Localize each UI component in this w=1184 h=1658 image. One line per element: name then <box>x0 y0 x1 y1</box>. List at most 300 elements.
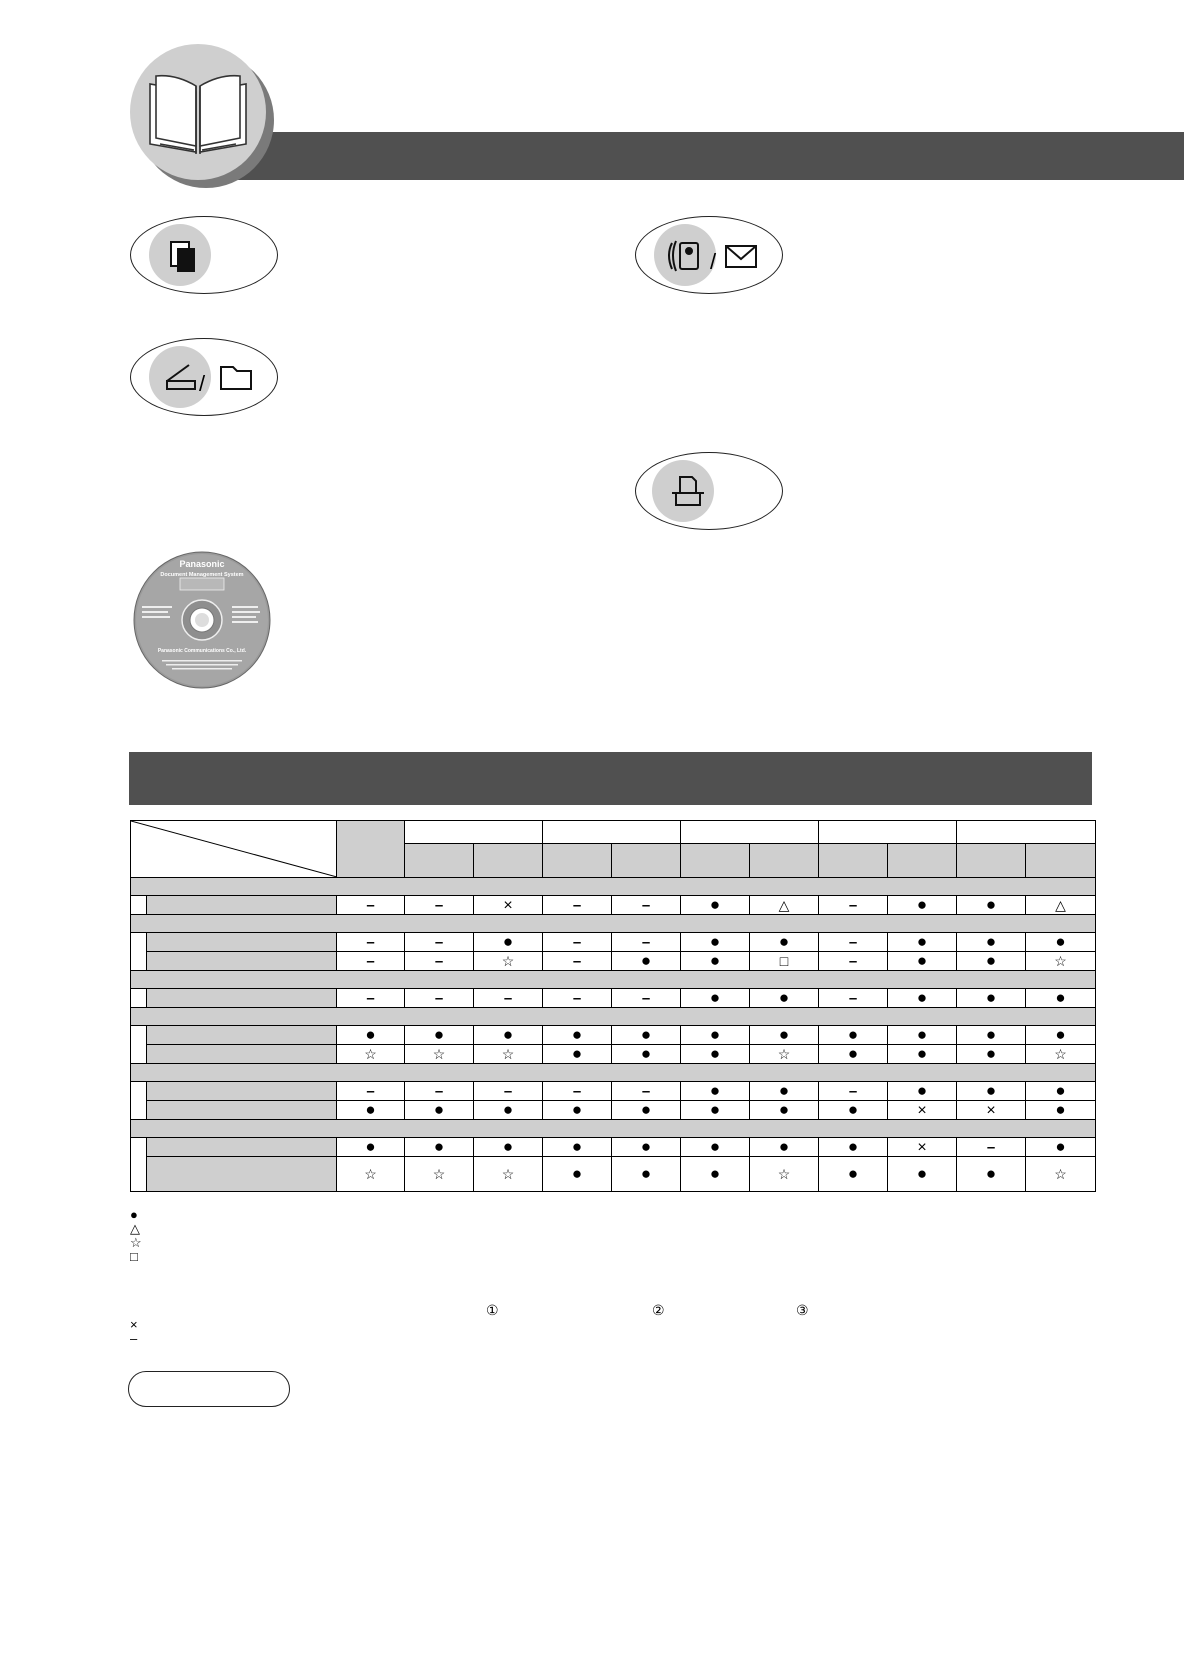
matrix-cell <box>957 933 1026 952</box>
cell-symbol: ● <box>433 1025 445 1044</box>
cell-symbol: – <box>641 933 651 951</box>
cell-symbol: ● <box>709 1044 721 1063</box>
matrix-cell <box>819 1026 888 1045</box>
matrix-cell <box>337 952 405 971</box>
cell-symbol: ● <box>985 895 997 914</box>
matrix-cell <box>681 952 750 971</box>
matrix-header-group <box>543 821 681 844</box>
legend-bullet: ● <box>130 1207 138 1222</box>
cell-symbol: – <box>848 1082 858 1100</box>
cell-symbol: ● <box>1055 932 1066 951</box>
matrix-cell <box>612 1082 681 1101</box>
matrix-row-marker <box>131 989 147 1008</box>
matrix-cell <box>612 1138 681 1157</box>
cell-symbol: ● <box>571 1044 583 1063</box>
cell-symbol: ● <box>1055 1025 1066 1044</box>
matrix-cell <box>474 989 543 1008</box>
mail-icon <box>726 246 756 267</box>
matrix-cell <box>612 952 681 971</box>
matrix-cell <box>1026 1045 1096 1064</box>
cell-symbol: ● <box>847 1164 859 1183</box>
cell-symbol: ● <box>709 951 721 970</box>
matrix-row <box>131 952 1096 971</box>
matrix-header-cell <box>337 821 405 878</box>
cell-symbol: – <box>434 933 444 951</box>
cell-symbol: – <box>572 933 582 951</box>
matrix-header-group <box>957 821 1096 844</box>
section-header-bar <box>129 752 1092 805</box>
matrix-cell <box>474 1157 543 1192</box>
cell-symbol: ☆ <box>364 1165 377 1182</box>
cell-symbol: ● <box>709 932 721 951</box>
cell-symbol: – <box>503 989 513 1007</box>
matrix-cell <box>474 933 543 952</box>
matrix-cell <box>543 1082 612 1101</box>
legend-cross: × <box>130 1317 138 1332</box>
matrix-cell <box>474 1082 543 1101</box>
cd-title: Document Management System <box>160 572 244 578</box>
matrix-cell <box>957 1101 1026 1120</box>
cell-symbol: – <box>366 952 375 970</box>
cell-symbol: ● <box>365 1137 376 1156</box>
matrix-cell <box>543 896 612 915</box>
matrix-cell <box>1026 1157 1096 1192</box>
matrix-cell <box>1026 933 1096 952</box>
cell-symbol: ● <box>709 895 721 914</box>
scanner-icon <box>167 365 195 389</box>
cell-symbol: △ <box>778 896 790 913</box>
cell-symbol: ● <box>778 932 790 951</box>
cell-symbol: ● <box>365 1100 376 1119</box>
cell-symbol: ● <box>502 1025 514 1044</box>
matrix-cell <box>888 952 957 971</box>
matrix-cell <box>957 1026 1026 1045</box>
matrix-cell <box>888 1082 957 1101</box>
note-marker-1: ① <box>486 1302 499 1318</box>
matrix-cell <box>957 1045 1026 1064</box>
cell-symbol: ☆ <box>777 1045 791 1062</box>
cell-symbol: ☆ <box>1054 952 1067 969</box>
cell-symbol: ● <box>778 1137 790 1156</box>
cell-symbol: ● <box>502 1137 514 1156</box>
matrix-group-header <box>131 1120 1096 1138</box>
matrix-cell <box>957 1082 1026 1101</box>
cell-symbol: ● <box>985 1044 997 1063</box>
matrix-cell <box>405 1138 474 1157</box>
matrix-cell <box>750 1026 819 1045</box>
cell-symbol: ● <box>916 1025 928 1044</box>
matrix-cell <box>337 1157 405 1192</box>
matrix-group-header <box>131 971 1096 989</box>
cell-symbol: ☆ <box>432 1165 446 1182</box>
cell-symbol: ● <box>1055 1137 1066 1156</box>
cell-symbol: ● <box>1055 1100 1066 1119</box>
matrix-cell <box>750 1138 819 1157</box>
cell-symbol: ● <box>1055 1081 1066 1100</box>
matrix-cell <box>543 1026 612 1045</box>
matrix-header-group <box>405 821 543 844</box>
cell-symbol: ● <box>571 1137 583 1156</box>
matrix-cell <box>543 933 612 952</box>
matrix-row <box>131 933 1096 952</box>
matrix-cell <box>405 989 474 1008</box>
matrix-cell <box>405 1082 474 1101</box>
matrix-cell <box>612 896 681 915</box>
matrix-group-row <box>131 1120 1096 1138</box>
cell-symbol: ● <box>916 951 928 970</box>
matrix-row-label <box>147 933 337 952</box>
cell-symbol: ● <box>985 1081 997 1100</box>
matrix-cell <box>612 1101 681 1120</box>
cell-symbol: ● <box>916 895 928 914</box>
legend-dash: – <box>130 1331 138 1346</box>
cell-symbol: × <box>917 1138 927 1156</box>
matrix-cell <box>612 933 681 952</box>
cell-symbol: – <box>434 952 444 970</box>
matrix-cell <box>681 1157 750 1192</box>
cell-symbol: ● <box>1055 988 1066 1007</box>
matrix-cell <box>819 989 888 1008</box>
matrix-cell <box>681 1045 750 1064</box>
matrix-cell <box>957 1138 1026 1157</box>
matrix-subheader-cell <box>474 844 543 878</box>
cell-symbol: ☆ <box>501 1045 515 1062</box>
matrix-cell <box>543 1157 612 1192</box>
cell-symbol: – <box>848 989 858 1007</box>
matrix-cell <box>888 1026 957 1045</box>
matrix-cell <box>819 896 888 915</box>
note-marker-3: ③ <box>796 1302 809 1318</box>
matrix-cell <box>337 1026 405 1045</box>
matrix-row <box>131 1101 1096 1120</box>
matrix-cell <box>405 1101 474 1120</box>
cell-symbol: – <box>641 896 651 914</box>
cell-symbol: ● <box>847 1137 859 1156</box>
cell-symbol: ☆ <box>777 1165 791 1182</box>
matrix-row <box>131 1026 1096 1045</box>
matrix-cell <box>543 1045 612 1064</box>
matrix-cell <box>888 1101 957 1120</box>
matrix-subheader-cell <box>681 844 750 878</box>
matrix-row <box>131 1157 1096 1192</box>
matrix-cell <box>474 896 543 915</box>
matrix-cell <box>405 1045 474 1064</box>
matrix-row-label <box>147 1045 337 1064</box>
cell-symbol: – <box>434 896 444 914</box>
cell-symbol: ☆ <box>501 952 515 969</box>
cell-symbol: ☆ <box>432 1045 446 1062</box>
matrix-cell <box>612 1157 681 1192</box>
matrix-group-header <box>131 878 1096 896</box>
matrix-cell <box>819 1138 888 1157</box>
cell-symbol: ● <box>847 1025 859 1044</box>
matrix-group-header <box>131 1064 1096 1082</box>
cell-symbol: × <box>917 1101 927 1119</box>
matrix-header-group <box>819 821 957 844</box>
cell-symbol: ● <box>985 1164 997 1183</box>
matrix-cell <box>612 1026 681 1045</box>
matrix-cell <box>888 933 957 952</box>
cell-symbol: – <box>848 896 858 914</box>
cell-symbol: ☆ <box>1054 1165 1067 1182</box>
cell-symbol: – <box>848 933 858 951</box>
open-book-icon <box>130 44 266 180</box>
matrix-subheader-cell <box>543 844 612 878</box>
matrix-row-label <box>147 989 337 1008</box>
matrix-group-row <box>131 1008 1096 1026</box>
header-icon-circle <box>130 44 266 180</box>
cell-symbol: ☆ <box>364 1045 377 1062</box>
cell-symbol: ● <box>778 1081 790 1100</box>
matrix-cell <box>750 933 819 952</box>
matrix-cell <box>681 989 750 1008</box>
cell-symbol: ● <box>847 1044 859 1063</box>
cell-symbol: ● <box>502 932 514 951</box>
cell-symbol: – <box>366 1082 375 1100</box>
cd-maker: Panasonic Communications Co., Ltd. <box>157 648 247 654</box>
cell-symbol: – <box>434 989 444 1007</box>
cell-symbol: ● <box>709 1164 721 1183</box>
separator-slash: / <box>710 249 717 274</box>
cd-rom-image <box>132 550 272 690</box>
matrix-cell <box>1026 1082 1096 1101</box>
cell-symbol: – <box>503 1082 513 1100</box>
matrix-cell <box>750 1157 819 1192</box>
cell-symbol: – <box>366 989 375 1007</box>
matrix-cell <box>337 989 405 1008</box>
cell-symbol: – <box>986 1138 996 1156</box>
copy-feature-badge <box>130 216 278 294</box>
matrix-cell <box>750 1082 819 1101</box>
cell-symbol: ● <box>709 988 721 1007</box>
matrix-cell <box>957 989 1026 1008</box>
matrix-group-row <box>131 1064 1096 1082</box>
cell-symbol: ● <box>985 1025 997 1044</box>
legend-star: ☆ <box>130 1235 142 1250</box>
matrix-cell <box>888 1157 957 1192</box>
matrix-cell <box>681 933 750 952</box>
cell-symbol: × <box>986 1101 996 1119</box>
matrix-cell <box>1026 989 1096 1008</box>
cell-symbol: ● <box>916 988 928 1007</box>
matrix-row-marker <box>131 933 147 971</box>
matrix-cell <box>543 989 612 1008</box>
matrix-cell <box>957 896 1026 915</box>
matrix-cell <box>543 1138 612 1157</box>
matrix-cell <box>1026 1101 1096 1120</box>
symbol-legend <box>130 1208 142 1264</box>
matrix-row-marker <box>131 896 147 915</box>
cell-symbol: ● <box>433 1137 445 1156</box>
cell-symbol: ● <box>502 1100 514 1119</box>
matrix-row-label <box>147 1026 337 1045</box>
matrix-cell <box>819 952 888 971</box>
matrix-subheader-cell <box>819 844 888 878</box>
matrix-group-header <box>131 915 1096 933</box>
matrix-cell <box>474 1045 543 1064</box>
cell-symbol: ● <box>640 1137 652 1156</box>
matrix-cell <box>543 1101 612 1120</box>
matrix-row-label <box>147 1082 337 1101</box>
cell-symbol: ● <box>916 1044 928 1063</box>
matrix-group-row <box>131 878 1096 896</box>
cell-symbol: – <box>572 1082 582 1100</box>
matrix-row <box>131 1082 1096 1101</box>
matrix-row-label <box>147 1138 337 1157</box>
matrix-group-row <box>131 915 1096 933</box>
matrix-cell <box>681 1138 750 1157</box>
cell-symbol: ● <box>571 1025 583 1044</box>
matrix-cell <box>612 989 681 1008</box>
cell-symbol: ● <box>985 951 997 970</box>
matrix-cell <box>819 1157 888 1192</box>
matrix-row-marker <box>131 1138 147 1192</box>
cell-symbol: ● <box>778 1100 790 1119</box>
matrix-row <box>131 896 1096 915</box>
matrix-subheader-cell <box>888 844 957 878</box>
scan-folder-feature-badge <box>130 338 278 416</box>
matrix-cell <box>405 896 474 915</box>
cell-symbol: ● <box>640 1164 652 1183</box>
cell-symbol: □ <box>779 952 789 969</box>
matrix-subheader-cell <box>750 844 819 878</box>
printer-icon <box>636 453 784 531</box>
matrix-row-label <box>147 952 337 971</box>
separator-slash: / <box>199 371 206 396</box>
matrix-group-header <box>131 1008 1096 1026</box>
matrix-subheader-cell <box>957 844 1026 878</box>
matrix-cell <box>405 1026 474 1045</box>
folder-icon <box>221 367 251 389</box>
matrix-cell <box>750 1045 819 1064</box>
copy-document-icon <box>131 217 279 295</box>
cell-symbol: × <box>503 896 513 914</box>
matrix-cell <box>888 896 957 915</box>
cell-symbol: ● <box>709 1025 721 1044</box>
matrix-subheader-cell <box>405 844 474 878</box>
cell-symbol: ● <box>640 1044 652 1063</box>
cell-symbol: ● <box>709 1100 721 1119</box>
cell-symbol: – <box>366 933 375 951</box>
matrix-row-marker <box>131 1082 147 1120</box>
legend-square: □ <box>130 1249 138 1264</box>
cell-symbol: ● <box>916 1081 928 1100</box>
cell-symbol: ☆ <box>501 1165 515 1182</box>
matrix-cell <box>957 952 1026 971</box>
matrix-cell <box>337 1045 405 1064</box>
matrix-cell <box>543 952 612 971</box>
matrix-cell <box>612 1045 681 1064</box>
matrix-group-row <box>131 971 1096 989</box>
matrix-row-marker <box>131 1026 147 1064</box>
cell-symbol: ☆ <box>1054 1045 1067 1062</box>
cell-symbol: ● <box>778 988 790 1007</box>
cell-symbol: ● <box>778 1025 790 1044</box>
cell-symbol: ● <box>433 1100 445 1119</box>
matrix-cell <box>681 896 750 915</box>
matrix-cell <box>337 1082 405 1101</box>
matrix-row-label <box>147 1157 337 1192</box>
cell-symbol: ● <box>985 988 997 1007</box>
matrix-cell <box>405 1157 474 1192</box>
cell-symbol: ● <box>847 1100 859 1119</box>
matrix-row <box>131 1138 1096 1157</box>
matrix-cell <box>957 1157 1026 1192</box>
cell-symbol: △ <box>1055 896 1066 913</box>
matrix-cell <box>750 1101 819 1120</box>
cell-symbol: – <box>434 1082 444 1100</box>
symbol-legend-2 <box>130 1318 138 1346</box>
matrix-cell <box>888 1138 957 1157</box>
matrix-cell <box>888 989 957 1008</box>
matrix-subheader-cell <box>612 844 681 878</box>
cell-symbol: ● <box>709 1081 721 1100</box>
matrix-cell <box>819 1101 888 1120</box>
cell-symbol: ● <box>640 951 652 970</box>
matrix-cell <box>474 952 543 971</box>
cell-symbol: – <box>641 989 651 1007</box>
matrix-cell <box>1026 952 1096 971</box>
matrix-cell <box>1026 1026 1096 1045</box>
cell-symbol: ● <box>640 1025 652 1044</box>
fax-icon <box>669 241 698 271</box>
matrix-cell <box>474 1026 543 1045</box>
matrix-cell <box>819 933 888 952</box>
cell-symbol: – <box>572 896 582 914</box>
matrix-cell <box>681 1101 750 1120</box>
fax-email-feature-badge <box>635 216 783 294</box>
matrix-cell <box>405 933 474 952</box>
matrix-cell <box>750 896 819 915</box>
cell-symbol: – <box>572 989 582 1007</box>
cell-symbol: ● <box>571 1100 583 1119</box>
note-label-pill <box>128 1371 290 1407</box>
matrix-cell <box>681 1026 750 1045</box>
matrix-subheader-cell <box>1026 844 1096 878</box>
matrix-corner-cell <box>131 821 337 878</box>
matrix-row <box>131 1045 1096 1064</box>
cell-symbol: – <box>641 1082 651 1100</box>
cell-symbol: – <box>366 896 375 914</box>
print-feature-badge <box>635 452 783 530</box>
matrix-cell <box>819 1045 888 1064</box>
matrix-row-label <box>147 1101 337 1120</box>
cd-brand: Panasonic <box>179 559 225 569</box>
matrix-cell <box>1026 896 1096 915</box>
matrix-cell <box>337 933 405 952</box>
cell-symbol: ● <box>640 1100 652 1119</box>
matrix-cell <box>474 1138 543 1157</box>
matrix-header-group <box>681 821 819 844</box>
cell-symbol: ● <box>916 932 928 951</box>
matrix-row-label <box>147 896 337 915</box>
matrix-row <box>131 989 1096 1008</box>
matrix-cell <box>888 1045 957 1064</box>
cell-symbol: – <box>572 952 582 970</box>
cell-symbol: ● <box>916 1164 928 1183</box>
matrix-cell <box>819 1082 888 1101</box>
cell-symbol: ● <box>365 1025 376 1044</box>
cell-symbol: ● <box>571 1164 583 1183</box>
cell-symbol: ● <box>985 932 997 951</box>
matrix-cell <box>337 1138 405 1157</box>
matrix-cell <box>750 989 819 1008</box>
note-marker-2: ② <box>652 1302 665 1318</box>
matrix-cell <box>337 1101 405 1120</box>
compatibility-matrix <box>130 820 1096 1192</box>
matrix-cell <box>750 952 819 971</box>
matrix-cell <box>337 896 405 915</box>
